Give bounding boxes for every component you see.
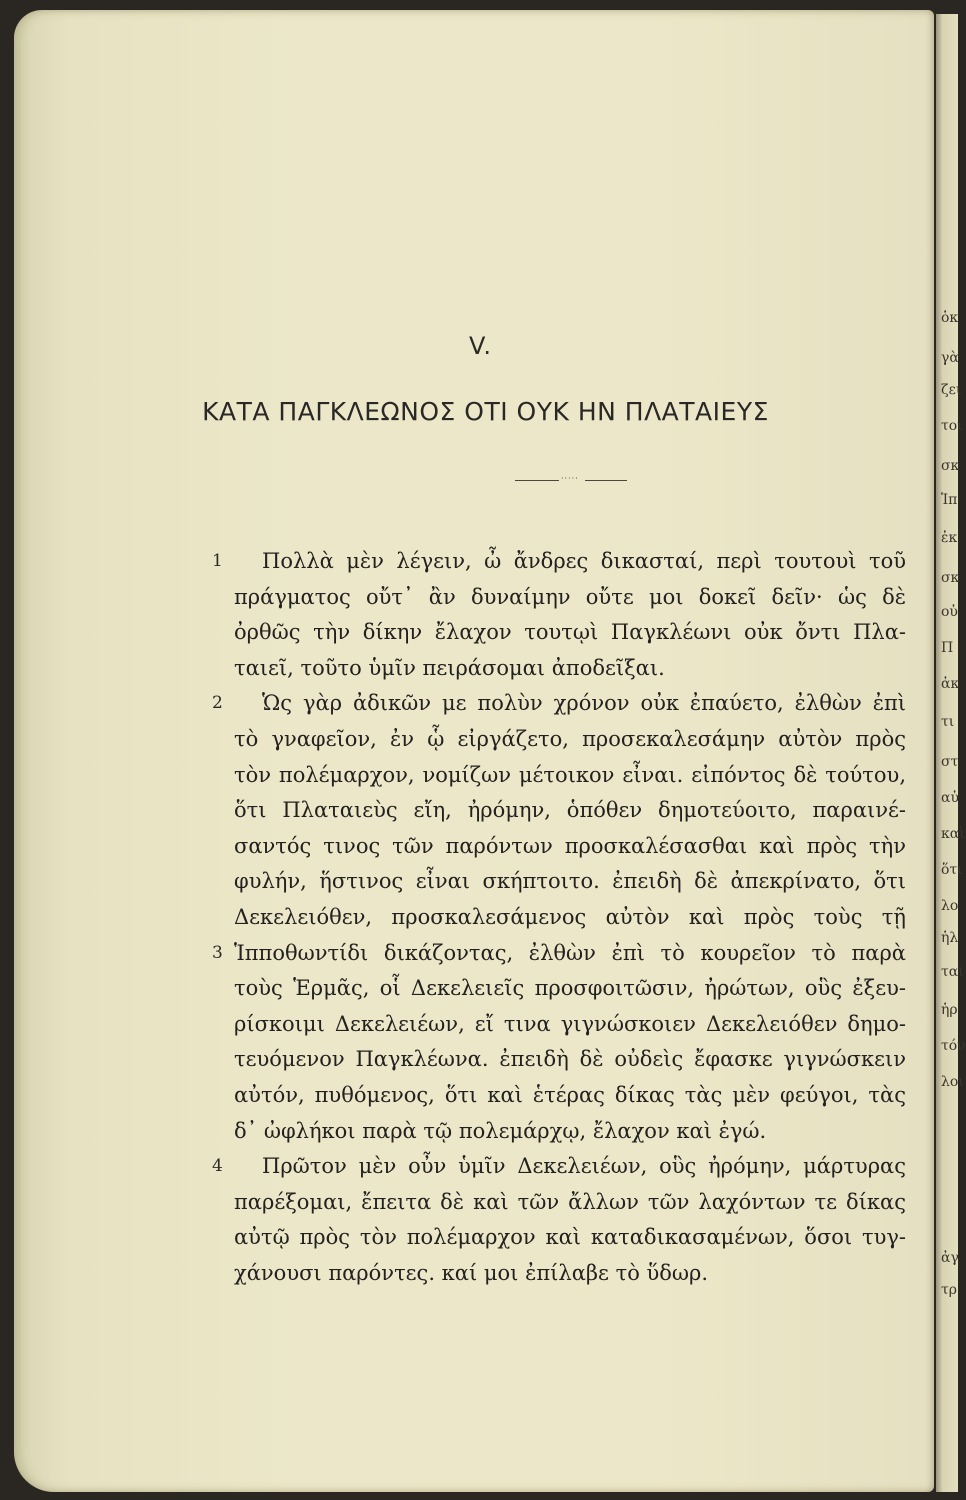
adjacent-page-fragment: γὰ [941,350,959,366]
adjacent-page-fragment: ταὶ [941,964,964,980]
line-text: πράγματος οὔτ᾽ ἂν δυναίμην οὔτε μοι δοκεῖ δεῖν· ὡς δὲ [234,584,906,609]
text-line [212,544,906,580]
ornament-dots: ····· [561,474,579,483]
adjacent-page-fragment: ἀγ [941,1250,959,1266]
line-text: τοὺς Ἑρμᾶς, οἷ Δεκελειεῖς προσφοιτῶσιν, ἠρώτων, οὓς ἐξευ- [234,976,906,1001]
text-line [234,1256,906,1292]
line-text: Δεκελειόθεν, προσκαλεσάμενος αὐτὸν καὶ πρὸς τοὺς τῇ [234,904,906,929]
chapter-numeral: V. [469,332,492,360]
adjacent-page-fragment: ἡλ [941,930,959,946]
text-line [234,971,906,1007]
line-text: ὀρθῶς τὴν δίκην ἔλαχον τουτῳὶ Παγκλέωνι οὐκ ὄντι Πλα- [234,620,906,645]
line-text: φυλήν, ἥστινος εἶναι σκήπτοιτο. ἐπειδὴ δὲ ἀπεκρίνατο, ὅτι [234,869,906,894]
section-number: 2 [212,693,223,714]
line-text: Πολλὰ μὲν λέγειν, ὦ ἄνδρες δικασταί, περὶ τουτουὶ τοῦ [262,549,906,573]
chapter-title: ΚΑΤΑ ΠΑΓΚΛΕΩΝΟΣ ΟΤΙ ΟΥΚ ΗΝ ΠΛΑΤΑΙΕΥΣ [202,397,769,426]
adjacent-page-fragment: ἐκ [941,530,958,546]
text-line [234,864,906,900]
adjacent-page-fragment: λο [941,898,959,914]
adjacent-page-fragment: καὶ [941,826,965,842]
text-line [234,793,906,829]
adjacent-page-fragment: οὐ [941,604,958,620]
adjacent-page-fragment: τοι [941,418,963,434]
line-text: ταιεῖ, τοῦτο ὑμῖν πειράσομαι ἀποδεῖξαι. [234,655,665,680]
adjacent-page-fragment: ἡρ [941,1002,958,1018]
text-line [234,1042,906,1078]
line-text: Ἱπποθωντίδι δικάζοντας, ἐλθὼν ἐπὶ τὸ κουρεῖον τὸ παρὰ [234,940,906,965]
line-text: ρίσκοιμι Δεκελειέων, εἴ τινα γιγνώσκοιεν Δεκελειόθεν δημο- [234,1011,906,1036]
text-line [234,1078,906,1114]
text-line [234,829,906,865]
text-line [234,651,906,687]
title-ornament [515,474,627,484]
line-text: Ὡς γὰρ ἀδικῶν με πολὺν χρόνον οὐκ ἐπαύετο, ἐλθὼν ἐπὶ [262,691,906,716]
adjacent-page-fragment: αὐ [941,790,959,806]
adjacent-page-fragment: λοι [941,1074,964,1090]
line-text: χάνουσι παρόντες. καί μοι ἐπίλαβε τὸ ὕδωρ. [234,1260,709,1285]
adjacent-page-fragment: τρ [941,1282,957,1298]
line-text: αὐτόν, πυθόμενος, ὅτι καὶ ἑτέρας δίκας τὰς μὲν φεύγοι, τὰς [234,1082,906,1107]
adjacent-page-fragment: τόν [941,1038,966,1054]
adjacent-page-fragment: σκ [941,570,960,586]
text-line [234,615,906,651]
text-line [234,1007,906,1043]
adjacent-page-fragment: στ [941,754,959,770]
section-number: 3 [212,942,223,963]
text-line [212,686,906,722]
speech-text [212,544,906,1291]
text-line [234,900,906,936]
adjacent-page-fragment: ἀκ [941,676,960,692]
line-text: αὐτῷ πρὸς τὸν πολέμαρχον καὶ καταδικασαμένων, ὅσοι τυγ- [234,1225,906,1250]
adjacent-page-fragment: Ἱπ [941,492,958,508]
line-text: δ᾽ ὠφλήκοι παρὰ τῷ πολεμάρχῳ, ἔλαχον καὶ ἐγώ. [234,1118,767,1143]
section-number: 4 [212,1156,223,1177]
text-line [234,580,906,616]
adjacent-page-fragment: σκ [941,458,960,474]
line-text: τὸ γναφεῖον, ἐν ᾧ εἰργάζετο, προσεκαλεσάμην αὐτὸν πρὸς [234,726,906,751]
adjacent-page-fragment: Π [941,640,954,656]
text-line [234,1114,906,1150]
text-line [234,1220,906,1256]
line-text: σαντός τινος τῶν παρόντων προσκαλέσασθαι καὶ πρὸς τὴν [234,833,906,858]
adjacent-page-edge [936,14,966,1492]
line-text: παρέξομαι, ἔπειτα δὲ καὶ τῶν ἄλλων τῶν λαχόντων τε δίκας [234,1189,906,1214]
adjacent-page-fragment: ζει [941,382,962,398]
text-line [234,1185,906,1221]
section-number: 1 [212,551,223,571]
line-text: ὅτι Πλαταιεὺς εἴη, ἠρόμην, ὁπόθεν δημοτεύοιτο, παραινέ- [234,798,906,823]
adjacent-page-fragment: τι [941,714,955,730]
adjacent-page-fragment: ὅτι [941,862,963,878]
line-text: τὸν πολέμαρχον, νομίζων μέτοικον εἶναι. εἰπόντος δὲ τούτου, [234,762,906,787]
text-line [234,758,906,794]
line-text: Πρῶτον μὲν οὖν ὑμῖν Δεκελειέων, οὓς ἠρόμην, μάρτυρας [262,1154,906,1179]
text-line [234,722,906,758]
adjacent-page-fragment: ὁκ [941,310,959,326]
text-line [212,936,906,972]
line-text: τευόμενον Παγκλέωνα. ἐπειδὴ δὲ οὐδεὶς ἔφασκε γιγνώσκειν [234,1047,906,1072]
text-line [212,1149,906,1185]
